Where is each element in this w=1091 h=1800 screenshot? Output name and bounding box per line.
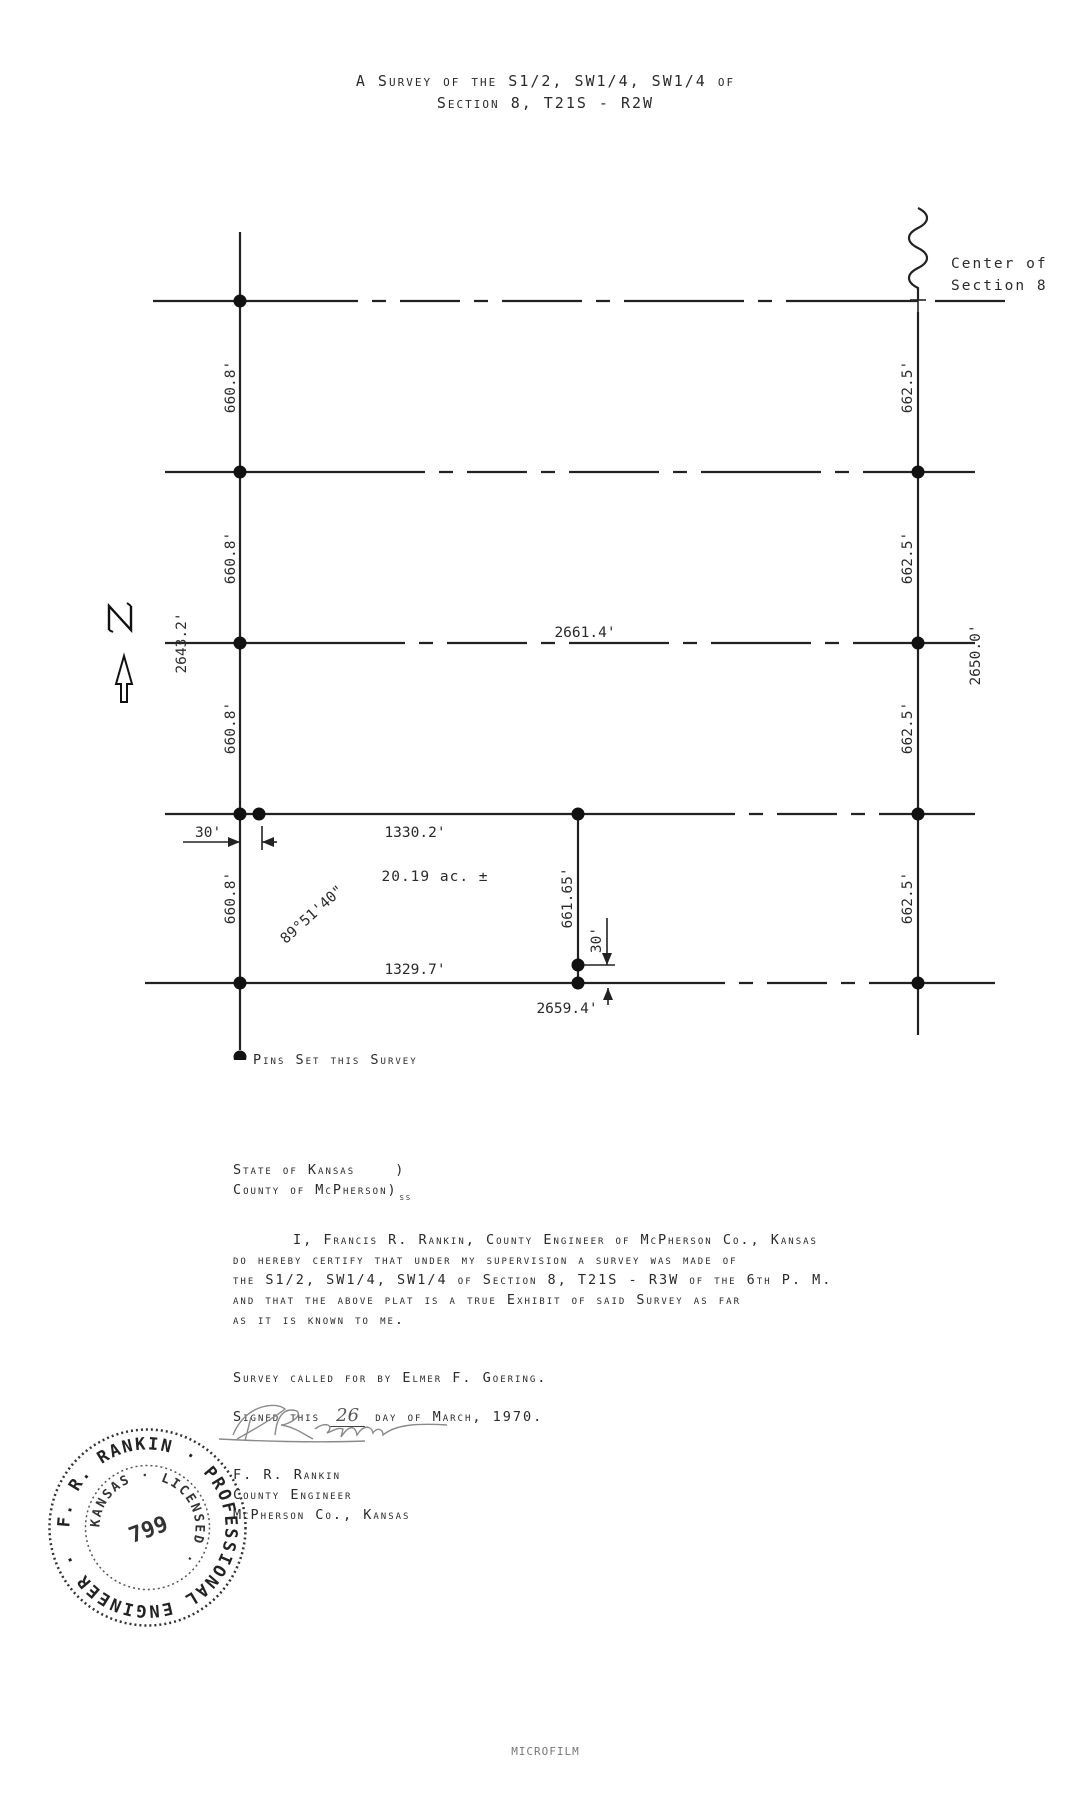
seal-number: 799 [125,1511,172,1549]
engineer-seal [45,1425,250,1630]
cert-line-1: I, Francis R. Rankin, County Engineer of McPherson Co., Kansas [293,1232,818,1248]
offset-south-label: 30' [589,926,605,954]
signed-pre: Signed this [233,1409,321,1425]
pin-marker [234,466,247,479]
pin-marker [912,808,925,821]
tract-south-label: 1329.7' [384,962,446,978]
pin-marker [912,977,925,990]
tract-north-label: 1330.2' [384,825,446,841]
certificate [233,1160,832,1525]
venue-paren: ) [395,1162,406,1178]
pin-marker [572,959,585,972]
pin-marker [234,637,247,650]
pin-marker [912,637,925,650]
north-arrow-icon [109,603,132,702]
pin-marker [572,977,585,990]
east-segment-3: 662.5' [900,701,916,755]
west-segment-3: 660.8' [223,701,239,755]
legend-pins-label: Pins Set this Survey [253,1052,418,1068]
cert-line-4: and that the above plat is a true Exhibit of said Survey as far [233,1292,742,1308]
venue-state: State of Kansas [233,1162,356,1178]
east-segment-4: 662.5' [900,871,916,925]
signer-name: F. R. Rankin [233,1467,341,1483]
cert-line-5: as it is known to me. [233,1312,406,1328]
west-segment-4: 660.8' [223,871,239,925]
cert-line-3: the S1/2, SW1/4, SW1/4 of Section 8, T21S - R3W of the 6th P. M. [233,1272,833,1288]
east-total: 2650.0' [968,624,984,686]
angle-label: 89°51'40" [277,882,347,948]
venue-state-line [233,1160,832,1180]
offset-west-label: 30' [195,825,222,841]
pin-marker [234,977,247,990]
seal-outer-text: F. R. RANKIN · PROFESSIONAL ENGINEER · [54,1434,241,1621]
cert-line-2: do hereby certify that under my supervision a survey was made of [233,1252,738,1268]
east-segment-2: 662.5' [900,531,916,585]
north-label: N [0,0,1,1]
signed-day: 26 [330,1406,365,1427]
handwritten-signature [215,1395,515,1455]
legend-pin-icon [234,1051,247,1061]
pin-marker [572,808,585,821]
title-line-1: A Survey of the S1/2, SW1/4, SW1/4 of [355,72,736,90]
signer-role: County Engineer [233,1487,353,1503]
pin-marker [234,808,247,821]
venue-county-line [233,1180,832,1208]
mid-width-label: 2661.4' [554,625,616,641]
signer-office: McPherson Co., Kansas [233,1507,411,1523]
tract-area-label: 20.19 ac. ± [381,869,489,885]
signature-script: FRankin [215,1395,220,1396]
pin-marker [253,808,266,821]
signed-post: day of March, 1970. [375,1409,544,1425]
venue-county: County of McPherson) [233,1182,398,1198]
center-label-1: Center of [951,256,1048,272]
west-total: 2643.2' [174,612,190,674]
pin-marker [234,295,247,308]
survey-called-for: Survey called for by Elmer F. Goering. [233,1370,548,1386]
title-line-2: Section 8, T21S - R2W [436,94,655,112]
east-segment-1: 662.5' [900,360,916,414]
break-symbol [909,208,927,300]
pin-marker [912,466,925,479]
tract-east-label: 661.65' [560,867,576,929]
venue-ss: ss [399,1192,413,1203]
microfilm-stamp: MICROFILM [511,1745,580,1758]
west-segment-1: 660.8' [223,360,239,414]
seal-inner-text: KANSAS · LICENSED · [88,1468,207,1568]
west-segment-2: 660.8' [223,531,239,585]
center-label-2: Section 8 [951,278,1048,294]
south-total-label: 2659.4' [536,1001,598,1017]
